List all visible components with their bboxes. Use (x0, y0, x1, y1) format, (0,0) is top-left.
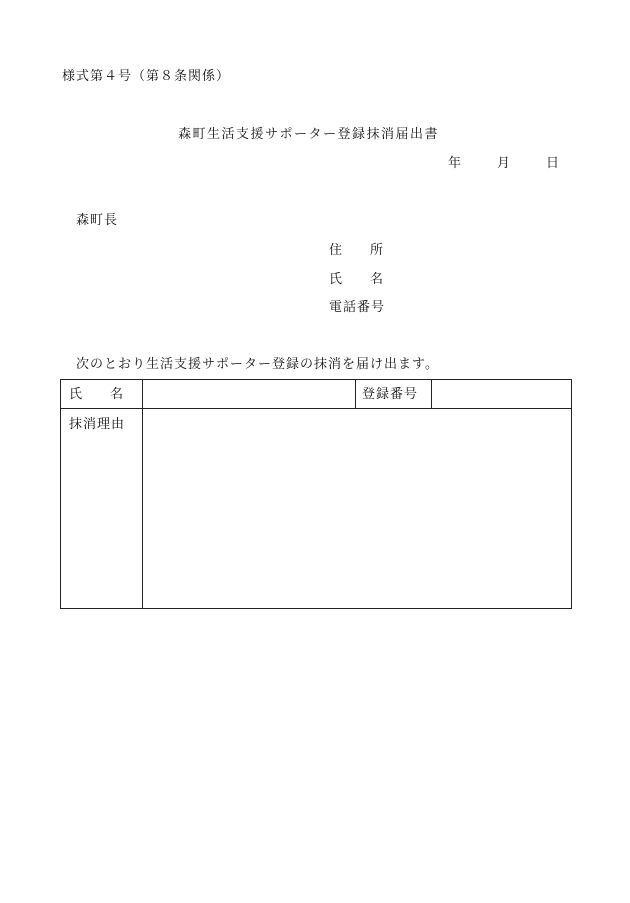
date-year: 年 (448, 156, 462, 171)
table-reason-value[interactable] (149, 416, 565, 602)
table-registration-number-label: 登録番号 (362, 387, 419, 402)
applicant-phone-label: 電話番号 (329, 300, 386, 315)
addressee: 森町長 (76, 213, 119, 228)
name-label-char-1: 氏 (329, 272, 343, 287)
form-table (60, 379, 572, 609)
table-row-divider (61, 408, 571, 409)
table-reason-label: 抹消理由 (69, 417, 126, 432)
table-name-value[interactable] (149, 388, 349, 404)
address-label-char-2: 所 (370, 243, 384, 258)
intro-text: 次のとおり生活支援サポーター登録の抹消を届け出ます。 (76, 357, 439, 372)
date-month: 月 (497, 156, 511, 171)
date-day: 日 (546, 156, 560, 171)
applicant-name-label (329, 273, 383, 286)
table-name-label (69, 388, 123, 401)
applicant-address-label (329, 244, 383, 257)
table-label-column-divider (142, 380, 143, 608)
form-number: 様式第４号（第８条関係） (62, 69, 231, 84)
date-line (448, 157, 559, 170)
table-regnum-right-divider (431, 380, 432, 408)
document-title: 森町生活支援サポーター登録抹消届出書 (178, 127, 440, 142)
name-label-char-2: 名 (370, 272, 384, 287)
address-label-char-1: 住 (329, 243, 343, 258)
table-regnum-left-divider (355, 380, 356, 408)
table-name-label-char-1: 氏 (69, 387, 83, 402)
table-registration-number-value[interactable] (437, 388, 565, 404)
table-name-label-char-2: 名 (110, 387, 124, 402)
